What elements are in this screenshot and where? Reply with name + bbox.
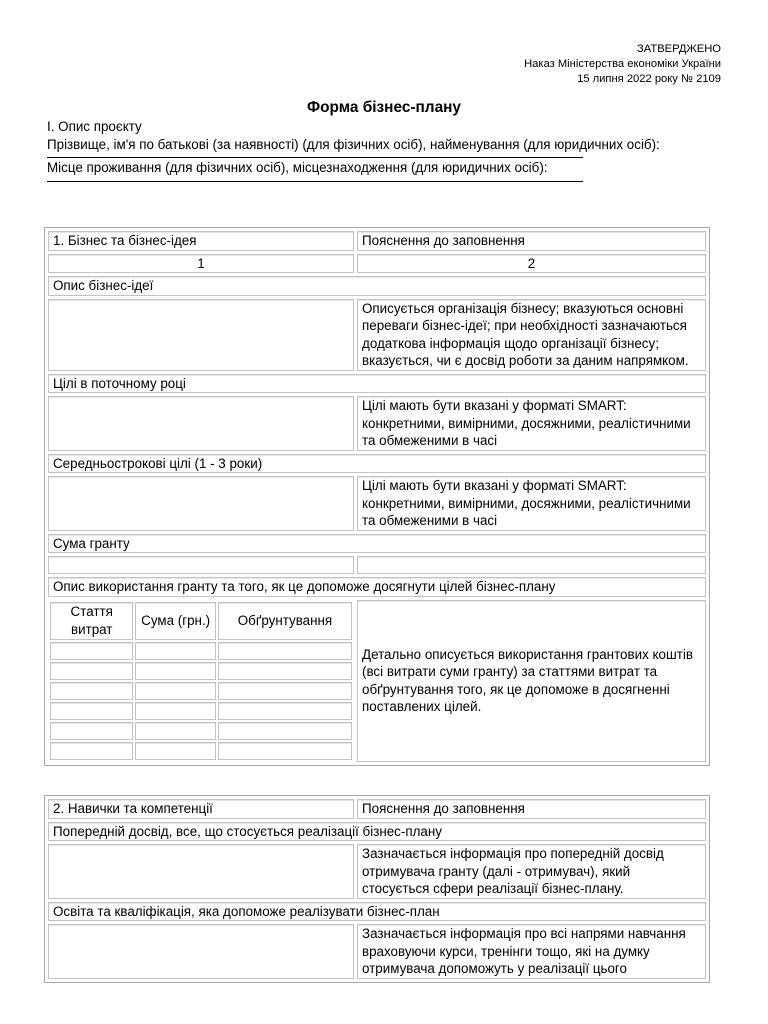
cost-breakdown-table: [48, 600, 354, 762]
cost-justification-input[interactable]: [218, 662, 352, 680]
business-idea-table: [44, 227, 710, 766]
experience-section-label: Попередній досвід, все, що стосується реалізації бізнес-плану: [48, 822, 706, 842]
cost-amount-input[interactable]: [135, 642, 215, 660]
goals-input-cell[interactable]: [48, 396, 354, 451]
approval-date: 15 липня 2022 року № 2109: [577, 73, 721, 85]
grant-section-label: Сума гранту: [48, 534, 706, 554]
page-title: Форма бізнес-плану: [306, 99, 461, 116]
mid-goals-input-cell[interactable]: [48, 476, 354, 531]
column-number-2: 2: [357, 254, 706, 274]
experience-input-cell[interactable]: [48, 844, 354, 899]
goals-section-label: Цілі в поточному році: [48, 374, 706, 394]
education-help-text: Зазначається інформація про всі напрями навчання враховуючи курси, тренінги тощо, які на думку отримувача допоможуть у реалізації цього: [357, 924, 706, 979]
cost-item-input[interactable]: [50, 702, 133, 720]
cost-item-input[interactable]: [50, 682, 133, 700]
cost-justification-input[interactable]: [218, 642, 352, 660]
project-description: [47, 118, 727, 183]
cost-amount-input[interactable]: [135, 662, 215, 680]
address-field-line[interactable]: [47, 181, 583, 182]
grant-amount-input-cell[interactable]: [48, 556, 354, 574]
table-header-explanation: Пояснення до заповнення: [357, 799, 706, 819]
grant-help-cell: [357, 556, 706, 574]
mid-goals-section-label: Середньострокові цілі (1 - 3 роки): [48, 454, 706, 474]
mid-goals-help-text: Цілі мають бути вказані у форматі SMART: конкретними, вимірними, досяжними, реалістичними та обмеженими в часі: [357, 476, 706, 531]
cost-justification-input[interactable]: [218, 702, 352, 720]
usage-section-label: Опис використання гранту та того, як це допоможе досягнути цілей бізнес-плану: [48, 577, 706, 597]
usage-help-text: Детально описується використання грантових коштів (всі витрати суми гранту) за статтями витрат та обґрунтування того, як це допоможе в досягненні поставлених цілей.: [357, 600, 706, 762]
column-number-1: 1: [48, 254, 354, 274]
cost-item-input[interactable]: [50, 722, 133, 740]
idea-help-text: Описується організація бізнесу; вказуються основні переваги бізнес-ідеї; при необхідності зазначаються додаткова інформація щодо організації бізнесу; вказується, чи є досвід роботи за даним напрямком.: [357, 299, 706, 371]
cost-item-input[interactable]: [50, 642, 133, 660]
education-section-label: Освіта та кваліфікація, яка допоможе реалізувати бізнес-план: [48, 902, 706, 922]
name-field-line[interactable]: [47, 157, 583, 158]
goals-help-text: Цілі мають бути вказані у форматі SMART: конкретними, вимірними, досяжними, реалістичними та обмеженими в часі: [357, 396, 706, 451]
name-label: Прізвище, ім'я по батькові (за наявності) (для фізичних осіб), найменування (для юридичних осіб):: [47, 136, 660, 152]
skills-table: [44, 795, 710, 983]
cost-breakdown-cell: [48, 600, 354, 762]
cost-justification-input[interactable]: [218, 722, 352, 740]
approval-stamp: [361, 42, 721, 87]
approval-title: ЗАТВЕРДЖЕНО: [637, 43, 721, 55]
cost-justification-input[interactable]: [218, 682, 352, 700]
cost-item-header: Стаття витрат: [50, 602, 133, 640]
section-heading: І. Опис проєкту: [47, 119, 142, 134]
cost-amount-input[interactable]: [135, 682, 215, 700]
cost-amount-input[interactable]: [135, 722, 215, 740]
table-header-business: 1. Бізнес та бізнес-ідея: [48, 231, 354, 251]
experience-help-text: Зазначається інформація про попередній досвід отримувача гранту (далі - отримувач), який стосується сфери реалізації бізнес-плану.: [357, 844, 706, 899]
cost-item-input[interactable]: [50, 662, 133, 680]
table-header-explanation: Пояснення до заповнення: [357, 231, 706, 251]
cost-justification-input[interactable]: [218, 742, 352, 760]
idea-section-label: Опис бізнес-ідеї: [48, 276, 706, 296]
cost-amount-input[interactable]: [135, 702, 215, 720]
idea-input-cell[interactable]: [48, 299, 354, 371]
cost-amount-input[interactable]: [135, 742, 215, 760]
cost-item-input[interactable]: [50, 742, 133, 760]
cost-justification-header: Обґрунтування: [218, 602, 352, 640]
education-input-cell[interactable]: [48, 924, 354, 979]
address-label: Місце проживання (для фізичних осіб), місцезнаходження (для юридичних осіб):: [47, 160, 548, 175]
approval-order: Наказ Міністерства економіки України: [524, 58, 721, 70]
cost-amount-header: Сума (грн.): [135, 602, 215, 640]
table-header-skills: 2. Навички та компетенції: [48, 799, 354, 819]
